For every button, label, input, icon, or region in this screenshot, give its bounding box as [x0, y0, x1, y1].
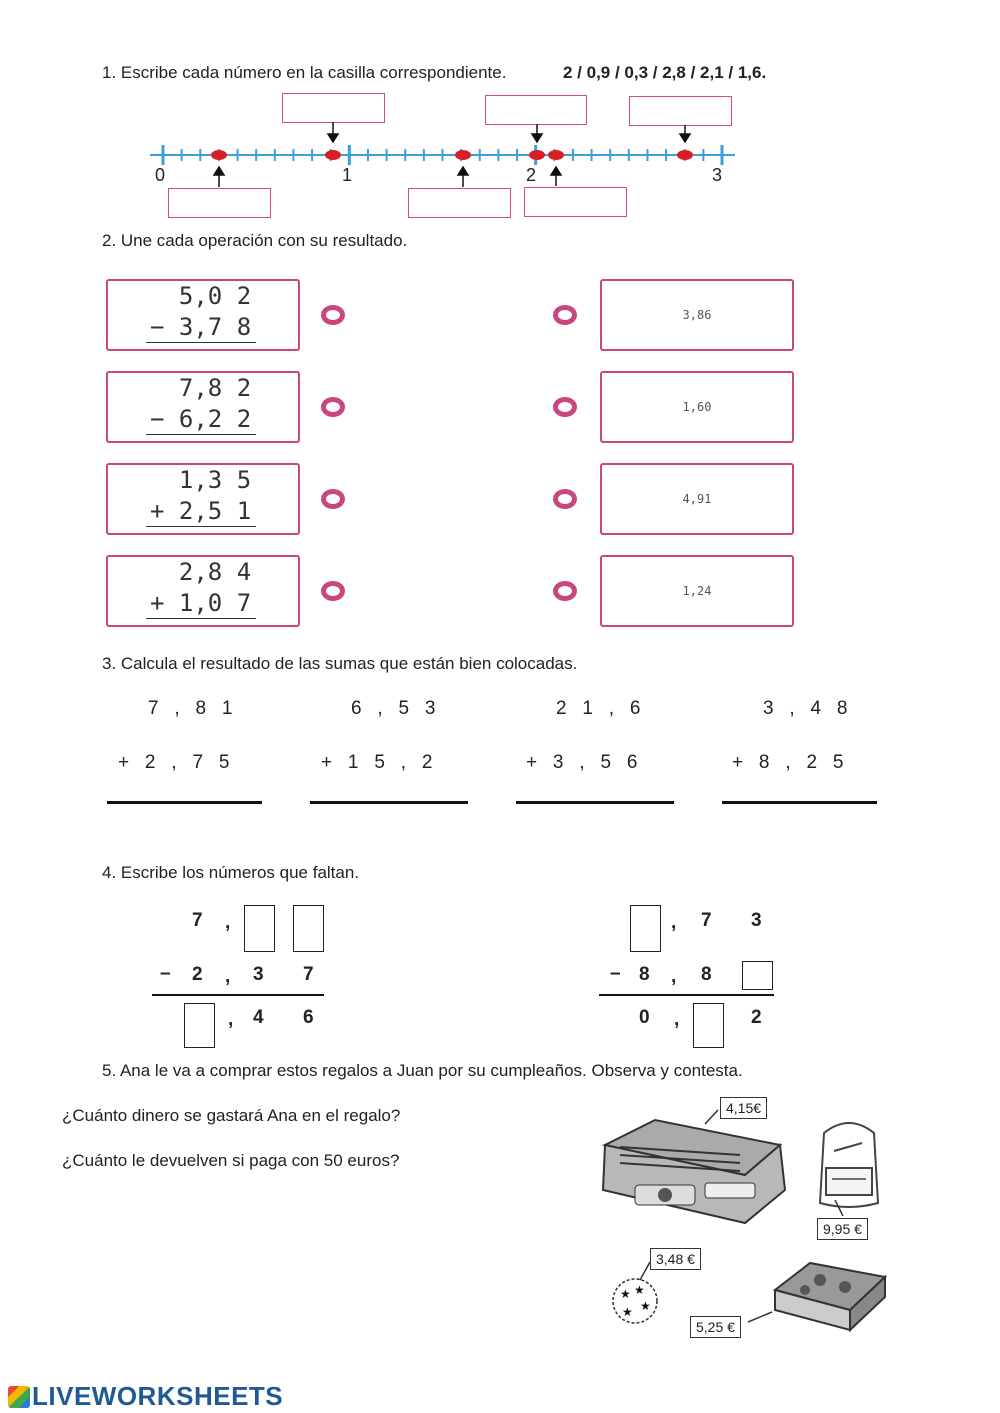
price-tag-pencil-case: 4,15€ [720, 1097, 767, 1119]
comma: , [671, 912, 677, 933]
minus-sign: – [610, 963, 621, 984]
price-tag-ball: 3,48 € [650, 1248, 701, 1270]
sum-top: 6 , 5 3 [351, 698, 436, 719]
op-line-1: 5,0 2 [150, 282, 252, 310]
q4-title: 4. Escribe los números que faltan. [102, 863, 360, 882]
comma: , [228, 1009, 234, 1030]
op-line-2: − 6,2 2 [150, 405, 252, 433]
digit: 0 [639, 1007, 650, 1028]
question-1: ¿Cuánto dinero se gastará Ana en el regalo? [62, 1106, 401, 1125]
tick-label-1: 1 [342, 165, 353, 185]
digit: 3 [253, 964, 264, 985]
q1-numbers: 2 / 0,9 / 0,3 / 2,8 / 2,1 / 1,6. [563, 63, 767, 82]
op-line-2: − 3,7 8 [150, 313, 252, 341]
svg-text:★: ★ [640, 1299, 651, 1313]
minus-sign: – [160, 963, 171, 984]
op-line-2: + 1,0 7 [150, 589, 252, 617]
digit: 7 [303, 964, 314, 985]
price-tag-puzzle: 5,25 € [690, 1316, 741, 1338]
sum-bottom: + 3 , 5 6 [526, 752, 638, 773]
op-line-1: 7,8 2 [150, 374, 252, 402]
logo-icon [8, 1386, 30, 1408]
result-card: 4,91 [600, 463, 794, 535]
sum-top: 3 , 4 8 [763, 698, 848, 719]
svg-text:★: ★ [620, 1287, 631, 1301]
sum-top: 2 1 , 6 [556, 698, 641, 719]
digit: 7 [701, 910, 712, 931]
q3-title: 3. Calcula el resultado de las sumas que están bien colocadas. [102, 654, 578, 673]
op-line-1: 2,8 4 [150, 558, 252, 586]
logo-text: LIVEWORKSHEETS [32, 1381, 284, 1411]
price-tag-backpack: 9,95 € [817, 1218, 868, 1240]
q1-title: 1. Escribe cada número en la casilla correspondiente. [102, 63, 507, 82]
result-card: 3,86 [600, 279, 794, 351]
tick-label-2: 2 [526, 165, 537, 185]
sum-bottom: + 2 , 7 5 [118, 752, 230, 773]
sum-bottom: + 1 5 , 2 [321, 752, 433, 773]
q2-title: 2. Une cada operación con su resultado. [102, 231, 408, 250]
digit: 2 [192, 964, 203, 985]
tick-label-0: 0 [155, 165, 166, 185]
digit: 6 [303, 1007, 314, 1028]
digit: 8 [701, 964, 712, 985]
sum-top: 7 , 8 1 [148, 698, 233, 719]
digit: 2 [751, 1007, 762, 1028]
result-card: 1,60 [600, 371, 794, 443]
digit: 8 [639, 964, 650, 985]
tick-label-3: 3 [712, 165, 723, 185]
q5-title: 5. Ana le va a comprar estos regalos a Juan por su cumpleaños. Observa y contesta. [102, 1061, 743, 1080]
digit: 3 [751, 910, 762, 931]
liveworksheets-logo [8, 1381, 283, 1412]
digit: 7 [192, 910, 203, 931]
digit: 4 [253, 1007, 264, 1028]
result-card: 1,24 [600, 555, 794, 627]
sum-bottom: + 8 , 2 5 [732, 752, 844, 773]
op-line-2: + 2,5 1 [150, 497, 252, 525]
comma: , [225, 912, 231, 933]
question-2: ¿Cuánto le devuelven si paga con 50 euros? [62, 1151, 400, 1170]
svg-text:★: ★ [622, 1305, 633, 1319]
svg-text:★: ★ [634, 1283, 645, 1297]
op-line-1: 1,3 5 [150, 466, 252, 494]
comma: , [674, 1009, 680, 1030]
comma: , [671, 966, 677, 987]
comma: , [225, 966, 231, 987]
